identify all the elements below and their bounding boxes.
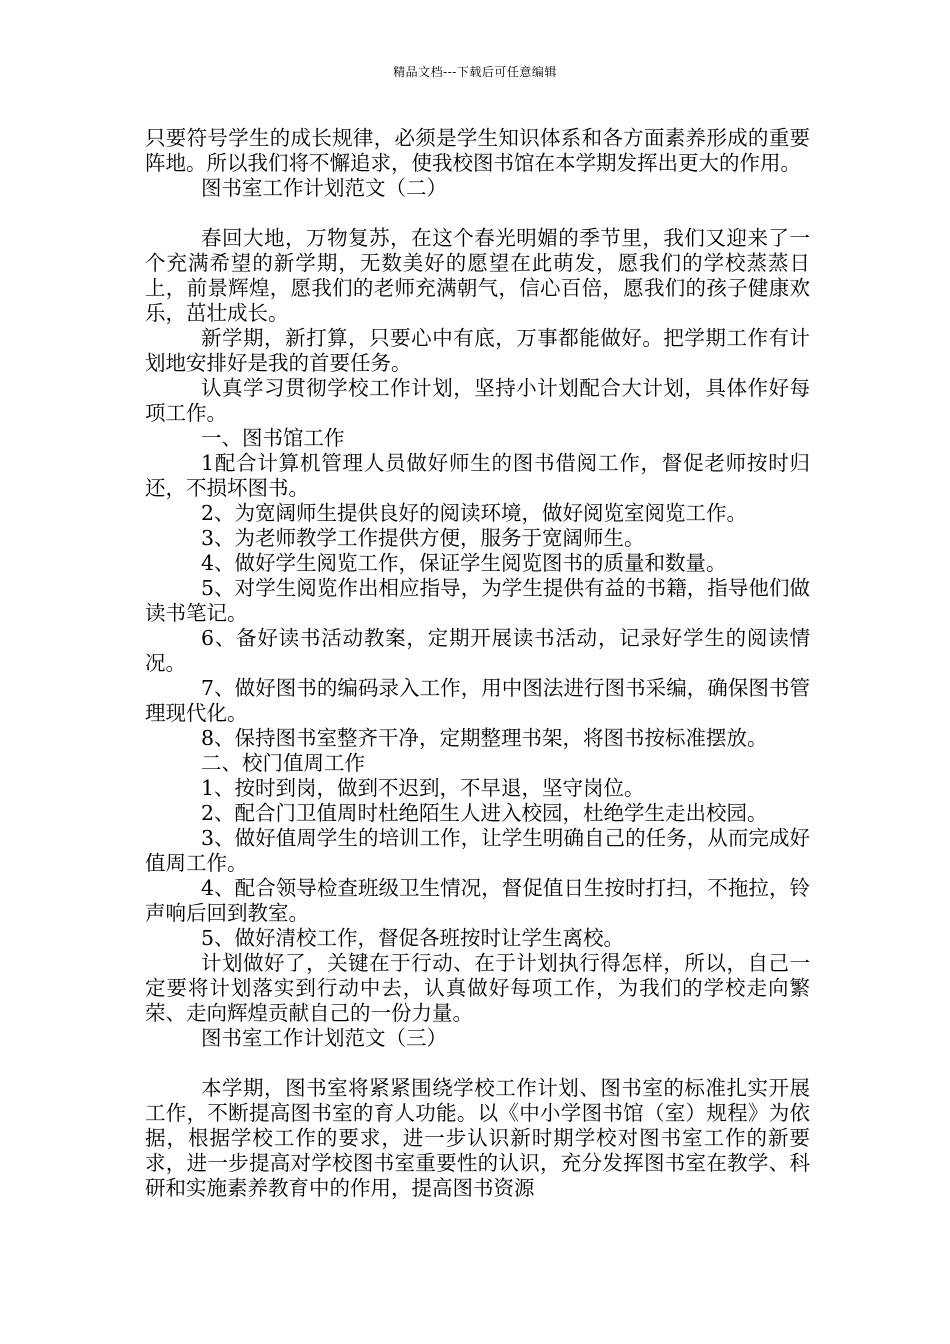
list-item: 6、备好读书活动教案，定期开展读书活动，记录好学生的阅读情况。 [145, 626, 810, 675]
list-item: 8、保持图书室整齐干净，定期整理书架，将图书按标准摆放。 [201, 726, 768, 750]
list-item: 4、配合领导检查班级卫生情况，督促值日生按时打扫，不拖拉，铃声响后回到教室。 [145, 876, 810, 925]
blank-line [145, 201, 810, 226]
document-body [145, 126, 810, 1201]
list-item: 3、做好值周学生的培训工作，让学生明确自己的任务，从而完成好值周工作。 [145, 826, 810, 875]
list-item: 1、按时到岗，做到不迟到，不早退，坚守岗位。 [201, 776, 645, 800]
list-item: 2、为宽阔师生提供良好的阅读环境，做好阅览室阅览工作。 [201, 501, 748, 525]
paragraph-new-semester: 新学期，新打算，只要心中有底，万事都能做好。把学期工作有计划地安排好是我的首要任务。 [145, 326, 810, 375]
blank-line [145, 1051, 810, 1076]
section-heading-plan-3: 图书室工作计划范文（三） [201, 1026, 447, 1050]
list-item: 2、配合门卫值周时杜绝陌生人进入校园，杜绝学生走出校园。 [201, 801, 768, 825]
list-item: 1配合计算机管理人员做好师生的图书借阅工作，督促老师按时归还，不损坏图书。 [145, 451, 810, 500]
paragraph-spring: 春回大地，万物复苏，在这个春光明媚的季节里，我们又迎来了一个充满希望的新学期，无数美好的愿望在此萌发，愿我们的学校蒸蒸日上，前景辉煌，愿我们的老师充满朝气，信心百倍，愿我们的孩子健康欢乐，茁壮成长。 [145, 226, 810, 325]
page-header: 精品文档---下载后可任意编辑 [393, 65, 557, 79]
section-heading-plan-2: 图书室工作计划范文（二） [201, 176, 447, 200]
list-item: 4、做好学生阅览工作，保证学生阅览图书的质量和数量。 [201, 551, 727, 575]
paragraph-plan-3-intro: 本学期，图书室将紧紧围绕学校工作计划、图书室的标准扎实开展工作，不断提高图书室的育人功能。以《中小学图书馆（室）规程》为依据，根据学校工作的要求，进一步认识新时期学校对图书室工作的新要求，进一步提高对学校图书室重要性的认识，充分发挥图书室在教学、科研和实施素养教育中的作用，提高图书资源 [145, 1076, 810, 1200]
paragraph-study-plan: 认真学习贯彻学校工作计划，坚持小计划配合大计划，具体作好每项工作。 [145, 376, 810, 425]
subheading-library-work: 一、图书馆工作 [201, 426, 345, 450]
paragraph-conclusion: 计划做好了，关键在于行动、在于计划执行得怎样，所以，自己一定要将计划落实到行动中去，认真做好每项工作，为我们的学校走向繁荣、走向辉煌贡献自己的一份力量。 [145, 951, 810, 1025]
list-item: 5、对学生阅览作出相应指导，为学生提供有益的书籍，指导他们做读书笔记。 [145, 576, 810, 625]
list-item: 7、做好图书的编码录入工作，用中图法进行图书采编，确保图书管理现代化。 [145, 676, 810, 725]
list-item: 5、做好清校工作，督促各班按时让学生离校。 [201, 926, 625, 950]
paragraph-intro-continuation: 只要符号学生的成长规律，必须是学生知识体系和各方面素养形成的重要阵地。所以我们将不懈追求，使我校图书馆在本学期发挥出更大的作用。 [145, 126, 810, 175]
subheading-gate-duty: 二、校门值周工作 [201, 751, 365, 775]
list-item: 3、为老师教学工作提供方便，服务于宽阔师生。 [201, 526, 645, 550]
